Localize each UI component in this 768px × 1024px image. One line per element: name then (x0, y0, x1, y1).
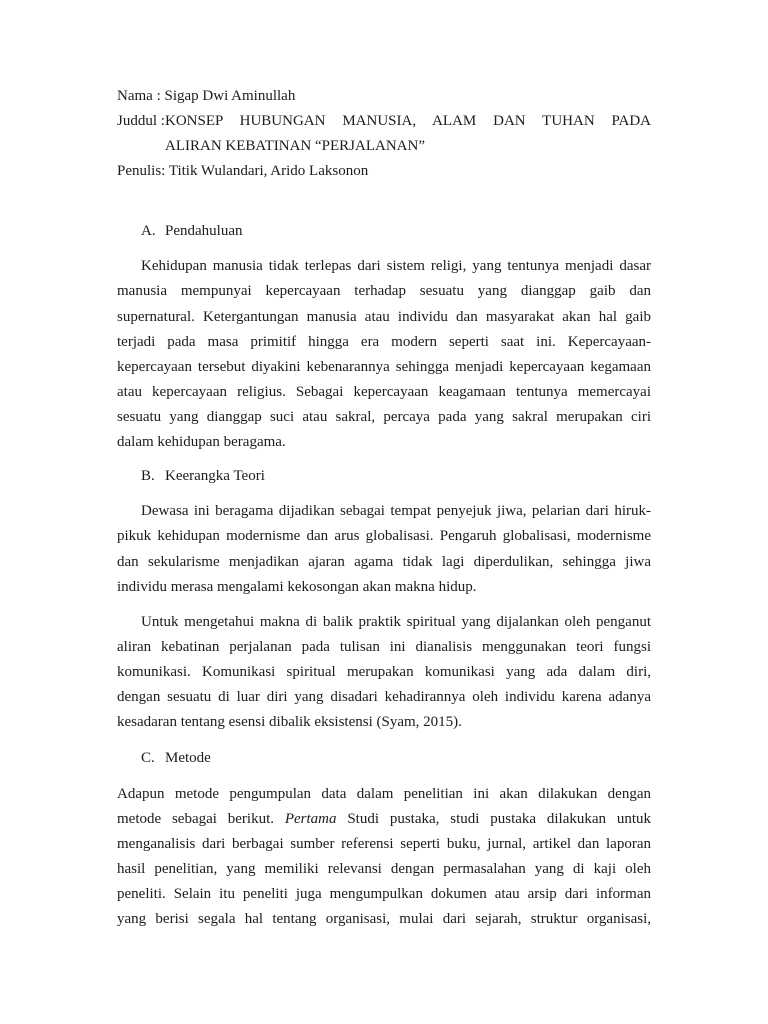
paragraph-line: dan sekularisme menjadikan ajaran agama tidak lagi diperdulikan, sehingga jiwa (117, 554, 651, 570)
paragraph-line: supernatural. Ketergantungan manusia atau individu dan masyarakat akan hal gaib (117, 309, 651, 325)
section-letter: B. (141, 468, 155, 484)
paragraph-line: komunikasi. Komunikasi spiritual merupakan komunikasi yang ada dalam diri, (117, 664, 651, 680)
section-title: Metode (165, 750, 211, 766)
section-letter: A. (141, 223, 156, 239)
section-title: Pendahuluan (165, 223, 243, 239)
paragraph-line: Adapun metode pengumpulan data dalam penelitian ini akan dilakukan dengan (117, 786, 651, 802)
paragraph-line: Kehidupan manusia tidak terlepas dari sistem religi, yang tentunya menjadi dasar (141, 258, 651, 274)
paragraph-line: kepercayaan tersebut diyakini kebenarannya sehingga menjadi kepercayaan kegamaan (117, 359, 651, 375)
judul-label: Juddul : (117, 113, 165, 129)
paragraph-line: yang berisi segala hal tentang organisasi, mulai dari sejarah, struktur organisasi, (117, 911, 651, 927)
paragraph-line: dalam kehidupan beragama. (117, 434, 286, 450)
paragraph-line: Untuk mengetahui makna di balik praktik spiritual yang dijalankan oleh penganut (141, 614, 651, 630)
paragraph-line: manusia mempunyai kepercayaan terhadap sesuatu yang dianggap gaib dan (117, 283, 651, 299)
text-run: Studi pustaka, studi pustaka dilakukan untuk (347, 811, 652, 827)
paragraph-line: peneliti. Selain itu peneliti juga mengumpulkan dokumen atau arsip dari informan (117, 886, 651, 902)
paragraph-line (117, 811, 651, 828)
section-letter: C. (141, 750, 155, 766)
paragraph-line: Dewasa ini beragama dijadikan sebagai tempat penyejuk jiwa, pelarian dari hiruk- (141, 503, 651, 519)
text-run: metode sebagai berikut. (117, 811, 275, 827)
nama-line (117, 88, 295, 105)
paragraph-line: pikuk kehidupan modernisme dan arus globalisasi. Pengaruh globalisasi, modernisme (117, 528, 651, 544)
penulis-line: Penulis: Titik Wulandari, Arido Laksonon (117, 163, 369, 179)
judul-line-1: KONSEP HUBUNGAN MANUSIA, ALAM DAN TUHAN PADA (165, 113, 651, 129)
paragraph-line: aliran kebatinan perjalanan pada tulisan ini dianalisis menggunakan teori fungsi (117, 639, 651, 655)
judul-line-2: ALIRAN KEBATINAN “PERJALANAN” (165, 138, 425, 154)
paragraph-line: terjadi pada masa primitif hingga era modern seperti saat ini. Kepercayaan- (117, 334, 651, 350)
paragraph-line: sesuatu yang dianggap suci atau sakral, percaya pada yang sakral merupakan ciri (117, 409, 651, 425)
paragraph-line: kesadaran tentang esensi dibalik eksistensi (Syam, 2015). (117, 714, 462, 730)
nama-value: : Sigap Dwi Aminullah (152, 88, 296, 104)
italic-run: Pertama (284, 811, 337, 827)
section-heading-c (141, 750, 211, 767)
section-title: Keerangka Teori (165, 468, 265, 484)
paragraph-line: dengan sesuatu di luar diri yang disadari kehadirannya oleh individu karena adanya (117, 689, 651, 705)
section-heading-b (141, 468, 265, 485)
paragraph-line: menganalisis dari berbagai sumber referensi seperti buku, jurnal, artikel dan laporan (117, 836, 651, 852)
paragraph-line: individu merasa mengalami kekosongan akan makna hidup. (117, 579, 477, 595)
nama-label: Nama (117, 88, 153, 104)
paragraph-line: hasil penelitian, yang memiliki relevansi dengan permasalahan yang di kaji oleh (117, 861, 651, 877)
paragraph-line: atau kepercayaan religius. Sebagai kepercayaan keagamaan tentunya memercayai (117, 384, 651, 400)
section-heading-a (141, 223, 242, 240)
